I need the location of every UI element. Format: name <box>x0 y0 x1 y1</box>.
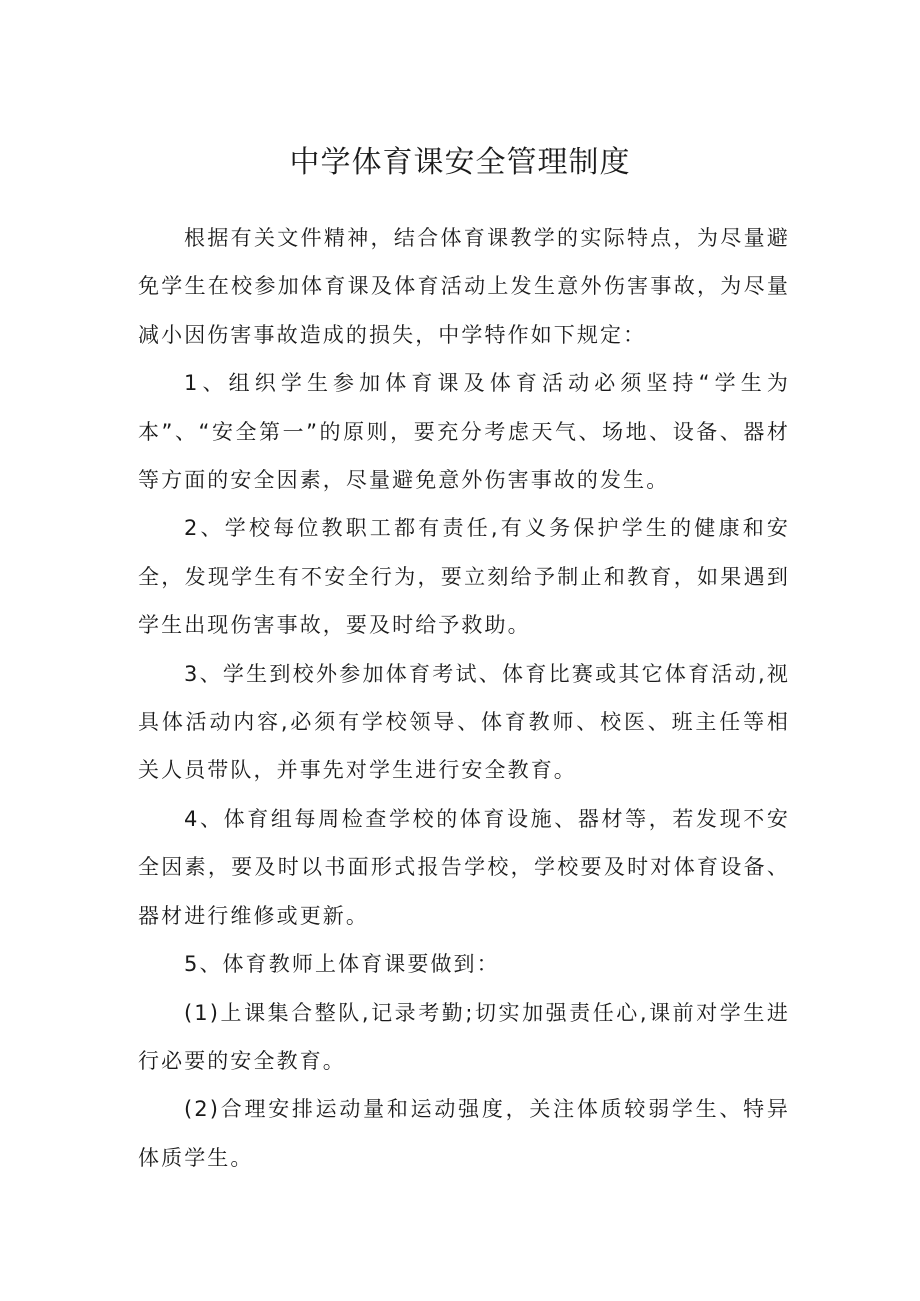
paragraph-rule-2: 2、学校每位教职工都有责任,有义务保护学生的健康和安全，发现学生有不安全行为，要立刻给予制止和教育，如果遇到学生出现伤害事故，要及时给予救助。 <box>138 516 790 638</box>
paragraph-rule-3: 3、学生到校外参加体育考试、体育比赛或其它体育活动,视具体活动内容,必须有学校领导、体育教师、校医、班主任等相关人员带队，并事先对学生进行安全教育。 <box>138 661 790 783</box>
paragraph-rule-5: 5、体育教师上体育课要做到： <box>184 952 500 977</box>
paragraph-rule-1: 1、组织学生参加体育课及体育活动必须坚持“学生为本”、“安全第一”的原则，要充分考虑天气、场地、设备、器材等方面的安全因素，尽量避免意外伤害事故的发生。 <box>138 371 790 493</box>
paragraph-intro: 根据有关文件精神，结合体育课教学的实际特点，为尽量避免学生在校参加体育课及体育活动上发生意外伤害事故，为尽量减小因伤害事故造成的损失，中学特作如下规定： <box>138 226 790 347</box>
document-title: 中学体育课安全管理制度 <box>289 145 631 180</box>
paragraph-rule-5-item-1: (1)上课集合整队,记录考勤;切实加强责任心,课前对学生进行必要的安全教育。 <box>138 1000 790 1073</box>
paragraph-rule-5-item-2: (2)合理安排运动量和运动强度，关注体质较弱学生、特异体质学生。 <box>138 1097 790 1170</box>
paragraph-rule-4: 4、体育组每周检查学校的体育设施、器材等，若发现不安全因素，要及时以书面形式报告学校，学校要及时对体育设备、器材进行维修或更新。 <box>138 806 790 928</box>
document-body <box>138 214 790 1182</box>
